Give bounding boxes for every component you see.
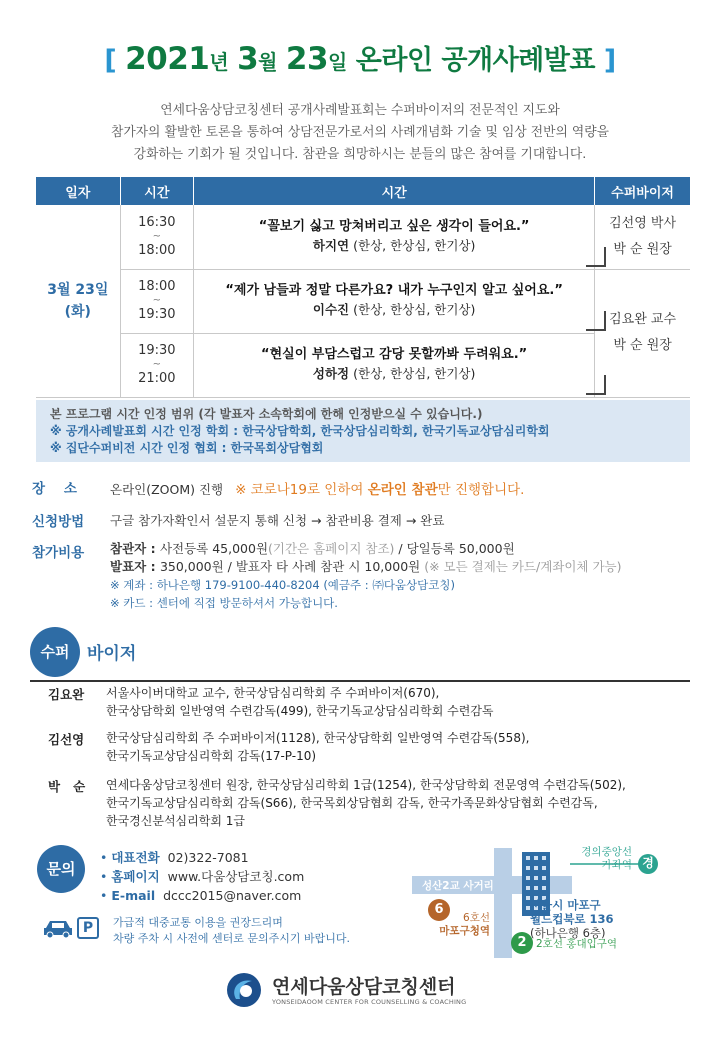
note-line: 본 프로그램 시간 인정 범위 (각 발표자 소속학회에 한해 인정받으실 수 있습니다.) (50, 407, 483, 421)
supervisor-bio (106, 776, 696, 830)
phone-value: 02)322-7081 (167, 850, 249, 865)
presenter-name: 하지연 (312, 237, 350, 253)
supervisor-bio (106, 684, 696, 720)
header-supervisor: 수퍼바이저 (595, 177, 690, 205)
map-station-mapo: 마포구청역 (439, 925, 490, 937)
fee-card: ※ 카드 : 센터에 직접 방문하셔서 가능합니다. (110, 596, 338, 610)
note-line: ※ 공개사례발표회 시간 인정 학회 : 한국상담학회, 한국상담심리학회, 한국기독교상담심리학회 (50, 424, 550, 438)
intro-line: 강화하는 기회가 될 것입니다. 참관을 희망하시는 분들의 많은 참여를 기대합니다. (133, 147, 587, 162)
parking-note (113, 915, 350, 947)
presenter-affil: (한상, 한상심, 한기상) (353, 302, 476, 317)
time-start: 18:00 (138, 279, 176, 294)
title-year-unit: 년 (209, 50, 229, 74)
supervisor-line: 김선영 박사 (609, 215, 677, 231)
intro-line: 참가자의 활발한 토론을 통하여 상담전문가로서의 사례개념화 기술 및 임상 전반의 역량을 (110, 125, 610, 140)
presenter-affil: (한상, 한상심, 한기상) (353, 366, 476, 381)
page-title (0, 38, 720, 77)
bio-line: 연세다움상담코칭센터 원장, 한국상담심리학회 1급(1254), 한국상담학회 전문영역 수련감독(502), (106, 778, 626, 792)
session-quote: “제가 남들과 정말 다른가요? 내가 누구인지 알고 싶어요.” (225, 283, 563, 298)
fee-line (110, 558, 622, 576)
date-cell (36, 205, 120, 397)
header-topic: 시간 (194, 177, 595, 205)
place-notice-end: 만 진행합니다. (437, 482, 525, 498)
place-text: 온라인(ZOOM) 진행 (110, 482, 224, 497)
apply-label: 신청방법 (32, 514, 85, 530)
address-line: (하나은행 6층) (530, 926, 606, 940)
car-icon (42, 917, 74, 939)
date-day: (화) (64, 303, 91, 320)
note-line: ※ 집단수퍼비전 시간 인정 협회 : 한국목회상담협회 (50, 441, 324, 455)
contact-key: 홈페이지 (111, 869, 160, 884)
date-line: 3월 23일 (47, 281, 109, 298)
map-line6-name: 6호선 (463, 912, 490, 924)
parking-line: 가급적 대중교통 이용을 권장드리며 (113, 916, 283, 929)
supervisor-name: 김요완 (48, 687, 85, 702)
supervisor-line: 박 순 원장 (613, 241, 672, 257)
time-cell (120, 269, 194, 333)
supervisor-cell (595, 205, 690, 269)
topic-cell (194, 333, 595, 397)
topic-cell (194, 205, 595, 269)
table-row (36, 269, 690, 333)
address-line: 월드컵북로 136 (530, 912, 614, 926)
topic-box (194, 213, 594, 261)
fee-account: ※ 계좌 : 하나은행 179-9100-440-8204 (예금주 : ㈜다움상담코칭) (110, 578, 455, 592)
topic-box (194, 341, 594, 389)
place-notice-emph: 온라인 참관 (367, 482, 438, 498)
map-address (530, 898, 614, 940)
place-label: 장 소 (32, 481, 77, 497)
supervisor-name: 박 순 (48, 779, 86, 794)
place-value (110, 478, 524, 498)
title-day: 23 (285, 41, 329, 77)
supervisor-bio (106, 729, 696, 765)
line2-icon: 2 (517, 935, 527, 950)
time-tilde: ~ (152, 295, 162, 306)
map-line-label (570, 846, 632, 872)
map-line2-label: 2호선 홍대입구역 (536, 938, 618, 950)
intro-text (40, 100, 680, 166)
supervisor-section-title: 바이저 (87, 644, 137, 664)
intro-line: 연세다움상담코칭센터 공개사례발표회는 수퍼바이저의 전문적인 지도와 (160, 103, 560, 118)
title-month-unit: 월 (258, 50, 277, 74)
parking-icon: P (77, 917, 99, 939)
schedule-header-row (36, 177, 690, 205)
topic-box (194, 277, 594, 325)
supervisor-line: 김요완 교수 (609, 312, 677, 327)
supervisor-line: 박 순 원장 (613, 338, 672, 353)
map-line6-label (420, 912, 490, 938)
fee-note: (기간은 홈페이지 참조) (268, 541, 395, 556)
bio-line: 한국상담학회 일반영역 수련감독(499), 한국기독교상담심리학회 수련감독 (106, 704, 494, 718)
time-tilde: ~ (152, 359, 162, 370)
supervisor-section-badge: 수퍼 (30, 627, 80, 677)
bio-line: 한국기독교상담심리학회 감독(S66), 한국목회상담협회 감독, 한국가족문화상담협회 수련감독, (106, 796, 598, 810)
fee-value: 사전등록 45,000원 (159, 541, 269, 556)
time-end: 18:00 (138, 242, 176, 258)
fee-key: 참관자 : (110, 541, 160, 556)
map-crossing: 성산2교 사거리 (422, 880, 494, 892)
presenter-name: 이수진 (312, 302, 350, 317)
logo-name: 연세다움상담코칭센터 (272, 976, 456, 998)
location-map (410, 840, 700, 960)
supervisor-name: 김선영 (48, 732, 85, 747)
time-start: 19:30 (138, 343, 176, 358)
table-row (36, 333, 690, 397)
title-name: 온라인 공개사례발표 (355, 45, 595, 76)
bullet-icon: • (100, 888, 108, 903)
contact-info (100, 848, 304, 905)
contact-home (100, 867, 304, 886)
address-line: 서울시 마포구 (530, 898, 601, 912)
parking-line: 차량 주차 시 사전에 센터로 문의주시기 바랍니다. (113, 932, 350, 945)
apply-value: 구글 참가자확인서 설문지 통해 신청 → 참관비용 결제 → 완료 (110, 513, 445, 528)
bio-line: 서울사이버대학교 교수, 한국상담심리학회 주 수퍼바이저(670), (106, 686, 440, 700)
bio-line: 한국경신분석심리학회 1급 (106, 814, 245, 828)
map-rail-name: 경의중앙선 (581, 846, 632, 858)
contact-badge: 문의 (37, 845, 85, 893)
bio-line: 한국기독교상담심리학회 감독(17-P-10) (106, 749, 317, 763)
section-divider (30, 680, 690, 682)
time-cell (120, 333, 194, 397)
title-bracket-close: ] (603, 45, 616, 76)
fee-value: / 당일등록 50,000원 (394, 541, 515, 556)
title-month: 3 (237, 41, 259, 77)
contact-key: E-mail (111, 888, 156, 903)
logo-icon (226, 972, 262, 1008)
fee-key: 발표자 : (110, 559, 160, 574)
fee-note: (※ 모든 결제는 카드/계좌이체 가능) (420, 559, 622, 574)
header-time: 시간 (120, 177, 194, 205)
bio-line: 한국상담심리학회 주 수퍼바이저(1128), 한국상담학회 일반영역 수련감독(558), (106, 731, 530, 745)
time-start: 16:30 (138, 214, 176, 230)
table-row (36, 205, 690, 269)
map-station-gajwa: 가좌역 (601, 859, 632, 871)
presenter-affil: (한상, 한상심, 한기상) (353, 237, 476, 253)
time-cell (120, 205, 194, 269)
session-quote: “현실이 부담스럽고 감당 못할까봐 두려워요.” (261, 347, 528, 362)
fee-details (110, 540, 622, 612)
schedule-table (36, 177, 690, 398)
email-link[interactable]: dccc2015@naver.com (163, 888, 302, 903)
line6-icon: 6 (434, 902, 444, 917)
logo-subtitle: YONSEIDAOOM CENTER FOR COUNSELLING & COACHING (272, 998, 467, 1006)
time-tilde: ~ (152, 230, 162, 242)
gyeong-icon: 경 (642, 856, 654, 870)
contact-key: 대표전화 (111, 850, 160, 865)
title-day-unit: 일 (328, 50, 347, 74)
session-quote: “꼴보기 싫고 망쳐버리고 싶은 생각이 들어요.” (258, 218, 530, 234)
fee-value: 350,000원 / 발표자 타 사례 참관 시 10,000원 (159, 559, 421, 574)
place-notice: ※ 코로나19로 인하여 (235, 482, 368, 498)
time-end: 19:30 (138, 307, 176, 322)
topic-cell (194, 269, 595, 333)
credit-note-box (36, 400, 690, 462)
header-date: 일자 (36, 177, 120, 205)
time-end: 21:00 (138, 371, 176, 386)
contact-mail (100, 886, 304, 905)
homepage-link[interactable]: www.다움상담코칭.com (167, 869, 305, 884)
bullet-icon: • (100, 850, 108, 865)
bullet-icon: • (100, 869, 108, 884)
title-bracket-open: [ (104, 45, 117, 76)
supervisor-cell (595, 269, 690, 397)
title-year: 2021 (125, 41, 210, 77)
fee-line (110, 540, 622, 558)
fee-label: 참가비용 (32, 545, 85, 561)
presenter-name: 성하정 (312, 366, 350, 381)
contact-phone (100, 848, 304, 867)
